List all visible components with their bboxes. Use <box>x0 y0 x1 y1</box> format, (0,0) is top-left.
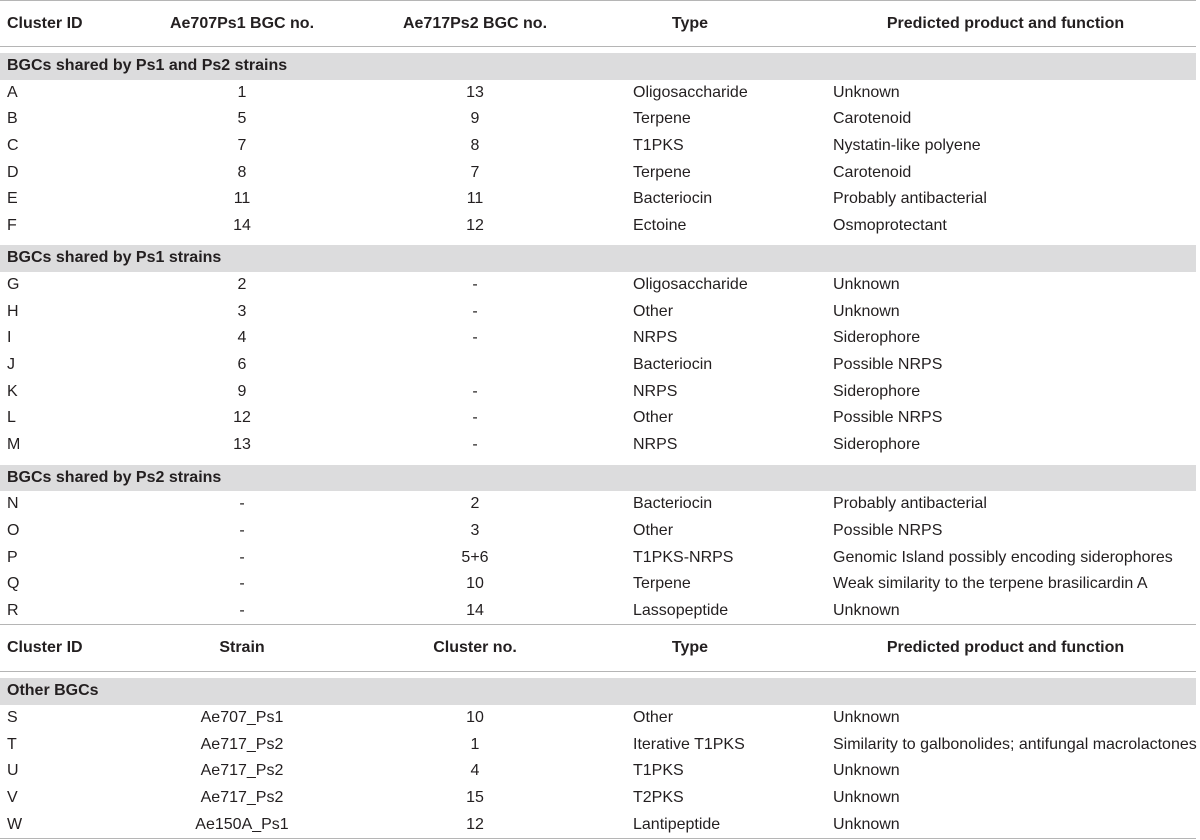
type-cell: Iterative T1PKS <box>633 735 745 753</box>
col1-cell: Ae717_Ps2 <box>200 762 284 780</box>
type-cell: Terpene <box>633 163 691 181</box>
type-cell: Terpene <box>633 575 691 593</box>
table-row <box>0 160 1196 187</box>
col2-cell: 10 <box>466 709 484 727</box>
cluster-id-cell: J <box>7 356 15 374</box>
table-row <box>0 352 1196 379</box>
col1-cell: 14 <box>233 216 251 234</box>
col1-cell: - <box>239 495 245 513</box>
table-row <box>0 518 1196 545</box>
col1-cell: 11 <box>233 190 251 208</box>
table-row <box>0 272 1196 299</box>
product-cell: Carotenoid <box>833 110 912 128</box>
col1-cell: Ae150A_Ps1 <box>195 815 289 833</box>
col2-cell: 11 <box>466 190 484 208</box>
header-type: Type <box>671 15 709 32</box>
table-row <box>0 106 1196 133</box>
section-heading <box>0 678 1196 705</box>
cluster-id-cell: L <box>7 409 16 427</box>
type-cell: Lassopeptide <box>633 601 729 619</box>
table-row <box>0 405 1196 432</box>
cluster-id-cell: D <box>7 163 19 181</box>
product-cell: Unknown <box>833 276 900 294</box>
col2-cell: 10 <box>466 575 484 593</box>
type-cell: NRPS <box>633 382 678 400</box>
col1-cell: 13 <box>233 435 251 453</box>
col2-cell: 5+6 <box>461 548 489 566</box>
header-col1: Ae707Ps1 BGC no. <box>169 15 315 32</box>
type-cell: T1PKS <box>633 762 684 780</box>
header-cluster-id: Cluster ID <box>7 639 83 657</box>
product-cell: Similarity to galbonolides; antifungal macrolactones <box>833 735 1197 753</box>
table-row <box>0 213 1196 240</box>
col2-cell: 12 <box>466 815 484 833</box>
col1-cell: 8 <box>237 163 247 181</box>
col2-cell: 9 <box>470 110 480 128</box>
col2-cell: 13 <box>466 83 484 101</box>
section-title: Other BGCs <box>7 682 99 700</box>
product-cell: Probably antibacterial <box>833 495 987 513</box>
col2-cell: - <box>472 276 478 294</box>
type-cell: T2PKS <box>633 789 684 807</box>
col1-cell: Ae717_Ps2 <box>200 789 284 807</box>
col2-cell: 4 <box>470 762 480 780</box>
product-cell: Unknown <box>833 762 900 780</box>
col2-cell: - <box>472 302 478 320</box>
header-col2: Ae717Ps2 BGC no. <box>402 15 548 32</box>
cluster-id-cell: W <box>7 815 23 833</box>
type-cell: T1PKS <box>633 136 684 154</box>
col1-cell: - <box>239 575 245 593</box>
product-cell: Siderophore <box>833 382 921 400</box>
cluster-id-cell: C <box>7 136 19 154</box>
col2-cell: - <box>472 382 478 400</box>
col1-cell: Ae717_Ps2 <box>200 735 284 753</box>
section-rows <box>0 705 1196 839</box>
cluster-id-cell: V <box>7 789 18 807</box>
type-cell: Bacteriocin <box>633 190 713 208</box>
type-cell: Lantipeptide <box>633 815 721 833</box>
product-cell: Unknown <box>833 601 900 619</box>
col1-cell: 7 <box>237 136 247 154</box>
cluster-id-cell: T <box>7 735 17 753</box>
col1-cell: 1 <box>237 83 247 101</box>
col2-cell: 1 <box>470 735 480 753</box>
header-product: Predicted product and function <box>886 639 1125 657</box>
type-cell: Oligosaccharide <box>633 83 748 101</box>
product-cell: Weak similarity to the terpene brasilicardin A <box>833 575 1148 593</box>
col1-cell: - <box>239 601 245 619</box>
product-cell: Siderophore <box>833 329 921 347</box>
product-cell: Unknown <box>833 789 900 807</box>
table-row <box>0 432 1196 459</box>
product-cell: Probably antibacterial <box>833 190 987 208</box>
cluster-id-cell: N <box>7 495 19 513</box>
section-title: BGCs shared by Ps1 strains <box>7 249 222 267</box>
section-rows <box>0 491 1196 624</box>
cluster-id-cell: P <box>7 548 18 566</box>
cluster-id-cell: G <box>7 276 20 294</box>
type-cell: Ectoine <box>633 216 687 234</box>
product-cell: Osmoprotectant <box>833 216 947 234</box>
table-row <box>0 732 1196 759</box>
col1-cell: 12 <box>233 409 251 427</box>
table-row <box>0 491 1196 518</box>
type-cell: Other <box>633 709 674 727</box>
section-heading <box>0 465 1196 492</box>
col1-cell: 5 <box>237 110 247 128</box>
col1-cell: 9 <box>237 382 247 400</box>
table-row <box>0 785 1196 812</box>
table-row <box>0 705 1196 732</box>
cluster-id-cell: O <box>7 521 20 539</box>
col2-cell: 12 <box>466 216 484 234</box>
cluster-id-cell: E <box>7 190 18 208</box>
product-cell: Genomic Island possibly encoding siderophores <box>833 548 1173 566</box>
table-row <box>0 598 1196 625</box>
col1-cell: 3 <box>237 302 247 320</box>
type-cell: NRPS <box>633 329 678 347</box>
product-cell: Possible NRPS <box>833 356 943 374</box>
table-row <box>0 299 1196 326</box>
col2-cell: 7 <box>470 163 480 181</box>
table-row <box>0 571 1196 598</box>
col1-cell: 2 <box>237 276 247 294</box>
product-cell: Possible NRPS <box>833 521 943 539</box>
product-cell: Unknown <box>833 815 900 833</box>
section-heading <box>0 53 1196 80</box>
table-row <box>0 186 1196 213</box>
table-row <box>0 758 1196 785</box>
table-row <box>0 379 1196 406</box>
col2-cell: - <box>472 435 478 453</box>
product-cell: Unknown <box>833 83 900 101</box>
section-rows <box>0 272 1196 458</box>
product-cell: Possible NRPS <box>833 409 943 427</box>
product-cell: Nystatin-like polyene <box>833 136 981 154</box>
col1-cell: - <box>239 521 245 539</box>
table-header-2 <box>0 624 1196 672</box>
cluster-id-cell: K <box>7 382 18 400</box>
col2-cell: 8 <box>470 136 480 154</box>
type-cell: Other <box>633 521 674 539</box>
type-cell: Oligosaccharide <box>633 276 748 294</box>
product-cell: Siderophore <box>833 435 921 453</box>
cluster-id-cell: I <box>7 329 12 347</box>
type-cell: Bacteriocin <box>633 495 713 513</box>
type-cell: Terpene <box>633 110 691 128</box>
table-row <box>0 80 1196 107</box>
section-title: BGCs shared by Ps2 strains <box>7 468 222 486</box>
cluster-id-cell: R <box>7 601 19 619</box>
col2-cell: - <box>472 409 478 427</box>
cluster-id-cell: S <box>7 709 18 727</box>
col1-cell: 6 <box>237 356 247 374</box>
cluster-id-cell: A <box>7 83 18 101</box>
cluster-id-cell: B <box>7 110 18 128</box>
col2-cell: 2 <box>470 495 480 513</box>
col2-cell: 3 <box>470 521 480 539</box>
col2-cell: 15 <box>466 789 484 807</box>
header-cluster-no: Cluster no. <box>433 639 517 657</box>
col1-cell: Ae707_Ps1 <box>200 709 284 727</box>
header-type: Type <box>671 639 709 657</box>
header-cluster-id: Cluster ID <box>7 15 83 32</box>
col1-cell: 4 <box>237 329 247 347</box>
table-row <box>0 133 1196 160</box>
type-cell: Bacteriocin <box>633 356 713 374</box>
table-row <box>0 812 1196 840</box>
type-cell: NRPS <box>633 435 678 453</box>
product-cell: Carotenoid <box>833 163 912 181</box>
cluster-id-cell: H <box>7 302 19 320</box>
type-cell: Other <box>633 302 674 320</box>
section-rows <box>0 80 1196 240</box>
product-cell: Unknown <box>833 709 900 727</box>
product-cell: Unknown <box>833 302 900 320</box>
col2-cell: - <box>472 329 478 347</box>
table-header-1 <box>0 0 1196 47</box>
col2-cell: 14 <box>466 601 484 619</box>
cluster-id-cell: M <box>7 435 21 453</box>
section-title: BGCs shared by Ps1 and Ps2 strains <box>7 57 288 74</box>
cluster-id-cell: F <box>7 216 17 234</box>
cluster-id-cell: U <box>7 762 19 780</box>
header-strain: Strain <box>219 639 265 657</box>
type-cell: Other <box>633 409 674 427</box>
section-heading <box>0 245 1196 272</box>
type-cell: T1PKS-NRPS <box>633 548 734 566</box>
header-product: Predicted product and function <box>886 15 1125 32</box>
col1-cell: - <box>239 548 245 566</box>
table-row <box>0 545 1196 572</box>
table-row <box>0 325 1196 352</box>
cluster-id-cell: Q <box>7 575 20 593</box>
